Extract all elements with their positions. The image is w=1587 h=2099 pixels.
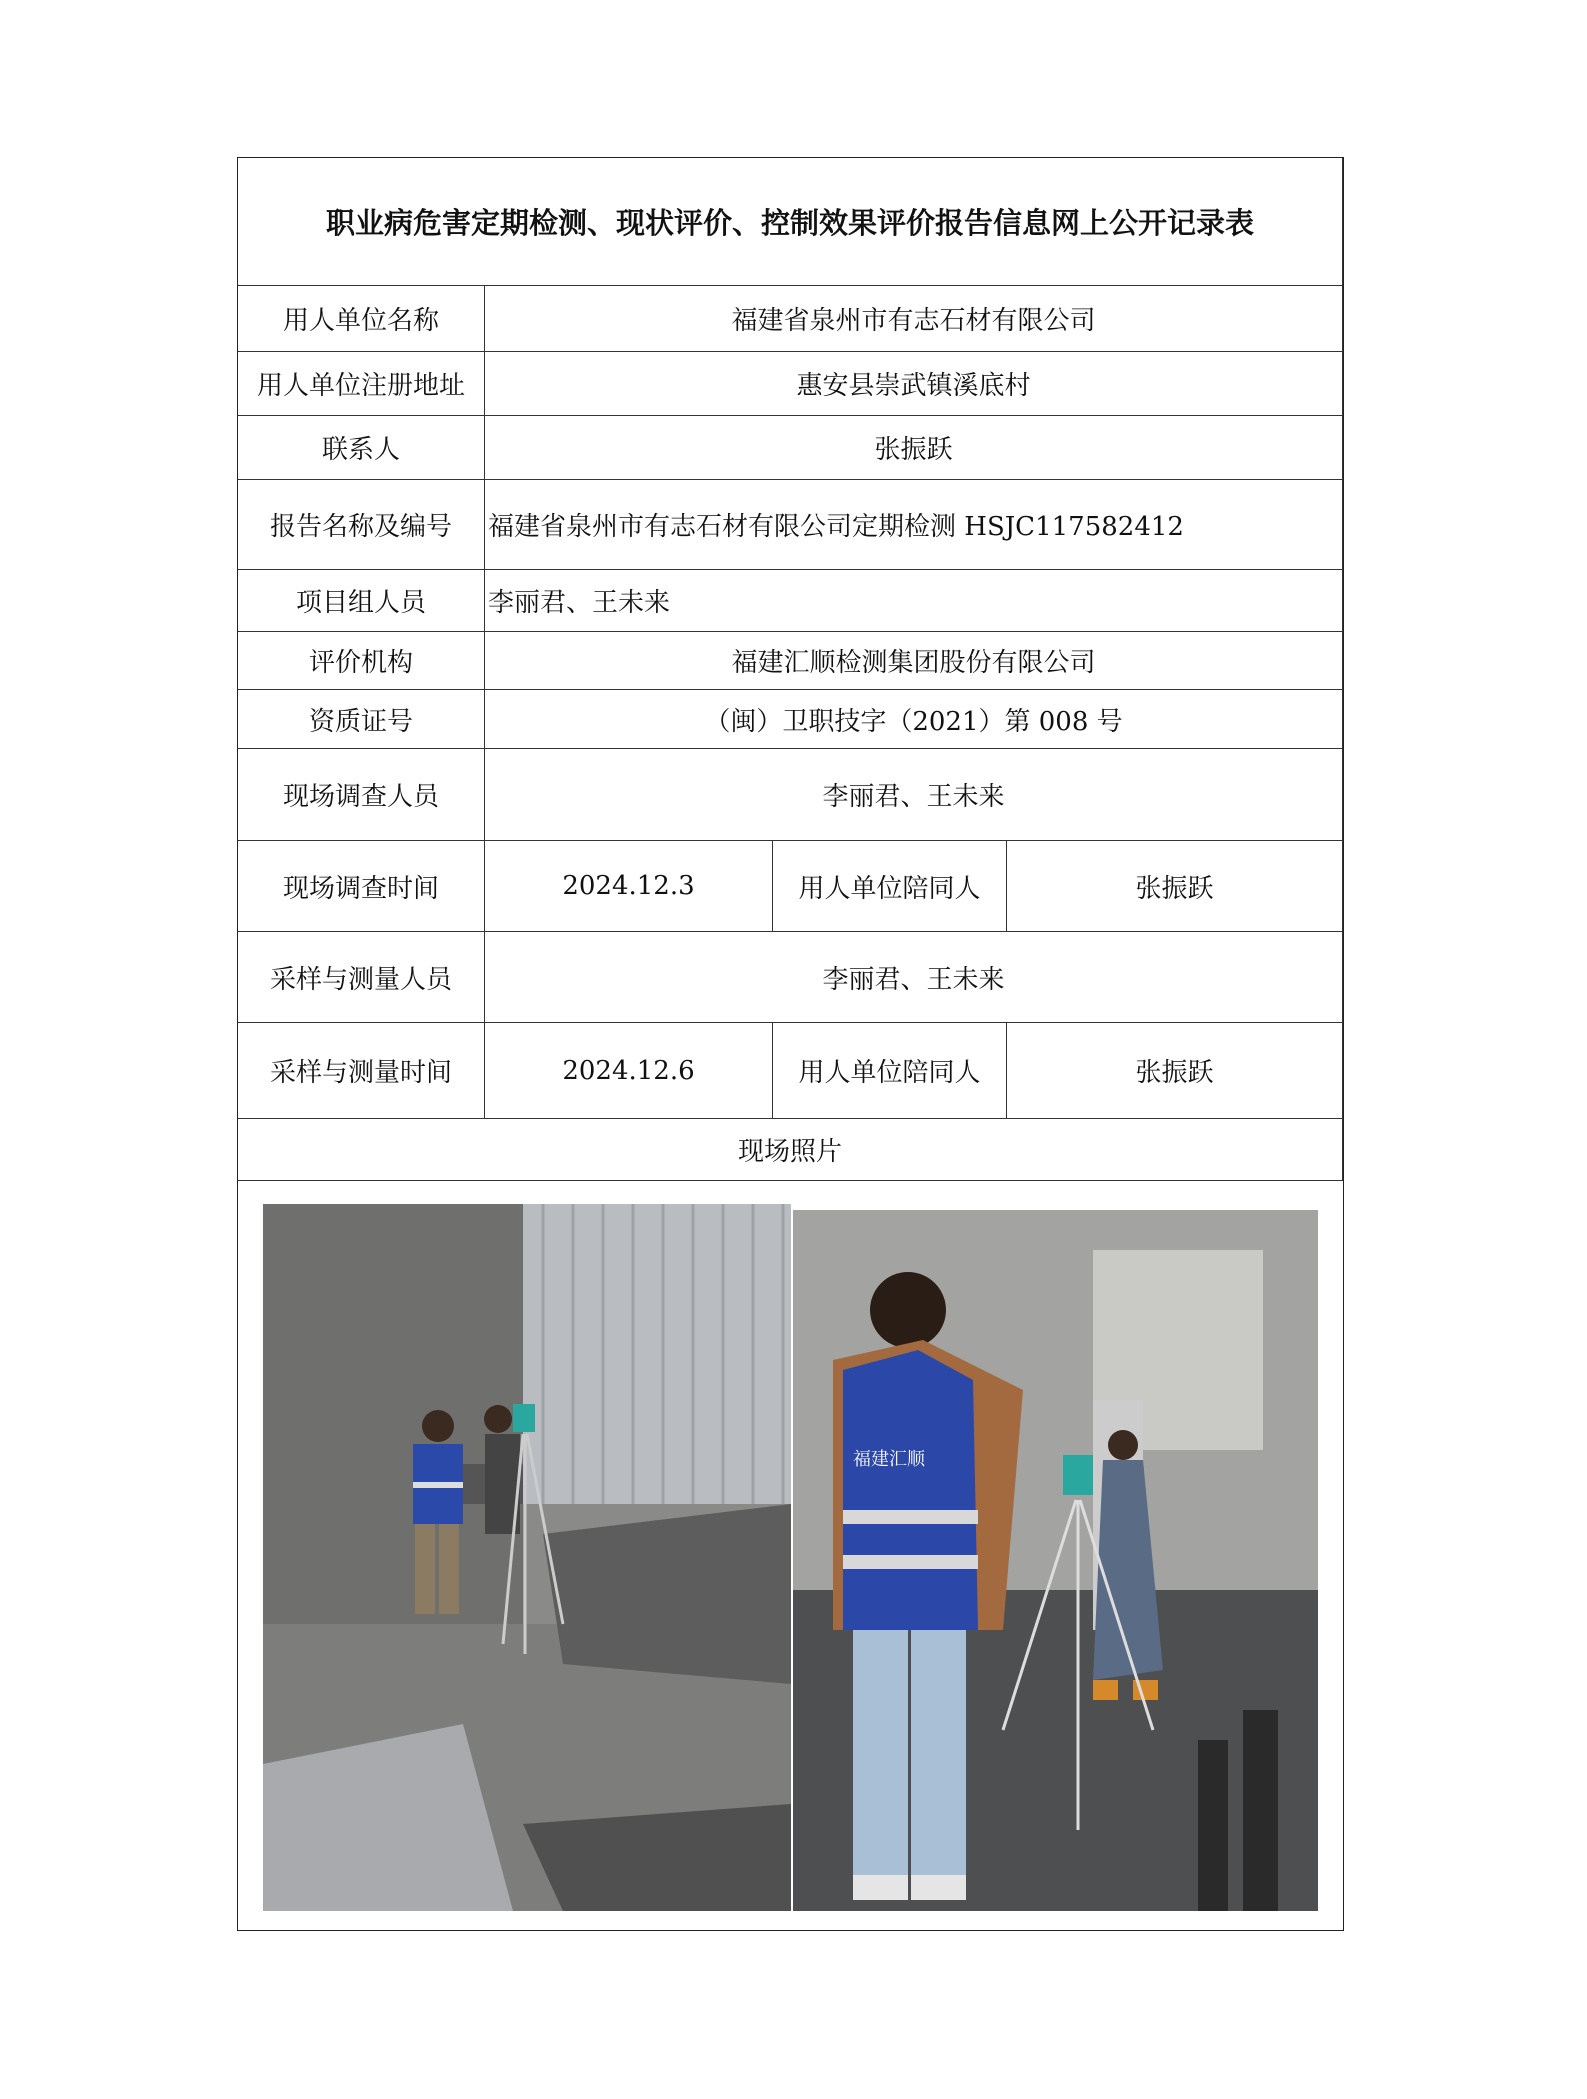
- contact-value: 张振跃: [485, 416, 1343, 480]
- table-title: 职业病危害定期检测、现状评价、控制效果评价报告信息网上公开记录表: [238, 158, 1343, 286]
- vest-logo-text: 福建汇顺: [853, 1449, 925, 1470]
- survey-staff-value: 李丽君、王未来: [485, 749, 1343, 841]
- certificate-label: 资质证号: [238, 690, 485, 749]
- contact-label: 联系人: [238, 416, 485, 480]
- employer-address-label: 用人单位注册地址: [238, 352, 485, 416]
- employer-name-value: 福建省泉州市有志石材有限公司: [485, 286, 1343, 352]
- sampling-staff-value: 李丽君、王未来: [485, 932, 1343, 1023]
- survey-time-label: 现场调查时间: [238, 841, 485, 932]
- project-team-label: 项目组人员: [238, 570, 485, 632]
- survey-companion-value: 张振跃: [1007, 841, 1343, 932]
- employer-name-label: 用人单位名称: [238, 286, 485, 352]
- sampling-time-label: 采样与测量时间: [238, 1023, 485, 1119]
- sampling-staff-label: 采样与测量人员: [238, 932, 485, 1023]
- survey-companion-label: 用人单位陪同人: [773, 841, 1007, 932]
- agency-label: 评价机构: [238, 632, 485, 690]
- sampling-companion-value: 张振跃: [1007, 1023, 1343, 1119]
- project-team-value: 李丽君、王未来: [485, 570, 1343, 632]
- site-photo-1: [263, 1204, 791, 1911]
- employer-address-value: 惠安县崇武镇溪底村: [485, 352, 1343, 416]
- site-photo-2: [793, 1210, 1318, 1911]
- certificate-value: （闽）卫职技字（2021）第 008 号: [485, 690, 1343, 749]
- survey-staff-label: 现场调查人员: [238, 749, 485, 841]
- report-label: 报告名称及编号: [238, 480, 485, 570]
- photos-label: 现场照片: [238, 1119, 1343, 1181]
- survey-time-value: 2024.12.3: [485, 841, 773, 932]
- sampling-companion-label: 用人单位陪同人: [773, 1023, 1007, 1119]
- agency-value: 福建汇顺检测集团股份有限公司: [485, 632, 1343, 690]
- sampling-time-value: 2024.12.6: [485, 1023, 773, 1119]
- report-value: 福建省泉州市有志石材有限公司定期检测 HSJC117582412: [485, 480, 1343, 570]
